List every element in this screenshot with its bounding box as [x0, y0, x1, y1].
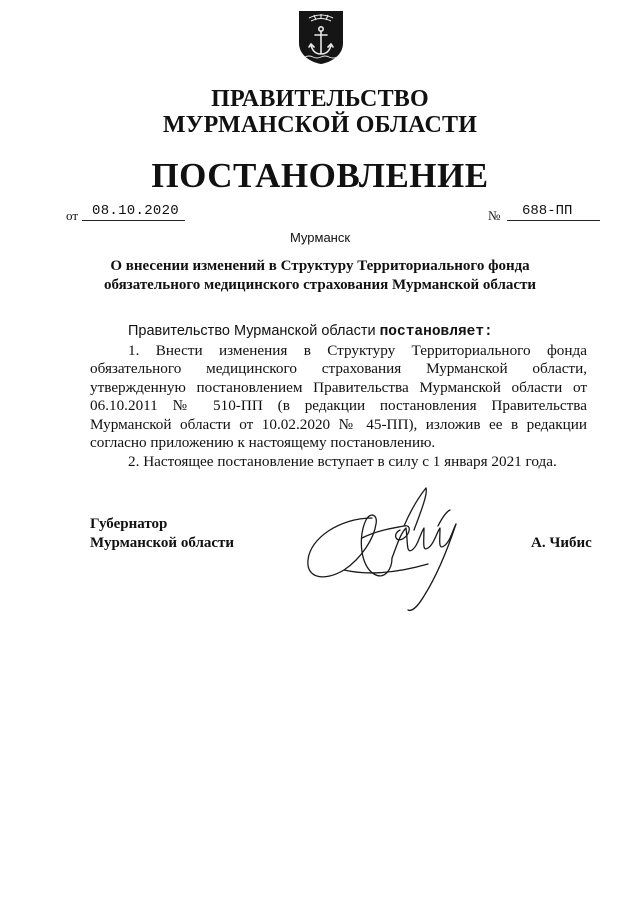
- document-body: [90, 322, 587, 471]
- signatory-title-line2: Мурманской области: [90, 535, 235, 551]
- signature-icon: [300, 478, 475, 618]
- signatory-title: [90, 515, 234, 553]
- number-label: №: [488, 208, 501, 223]
- coat-of-arms-icon: [297, 9, 345, 65]
- government-name-line2: МУРМАНСКОЙ ОБЛАСТИ: [162, 112, 478, 138]
- signatory-title-line1: Губернатор: [90, 516, 168, 532]
- item-2-paragraph: 2. Настоящее постановление вступает в силу с 1 января 2021 года.: [128, 452, 557, 470]
- signatory-name: А. Чибис: [531, 535, 592, 551]
- item-1-paragraph: 1. Внести изменения в Структуру Территориального фонда обязательного медицинского страхования Мурманской области, утвержденную постановлением Правительства Мурманской области от 06.10.2011 № 510-ПП (в редакции постановления Правительства Мурманской области от 10.02.2020 № 45-ПП), изложив ее в редакции согласно приложению к настоящему постановлению.: [90, 341, 587, 451]
- subject-line2: обязательного медицинского страхования Мурманской области: [103, 277, 537, 293]
- government-name-line1: ПРАВИТЕЛЬСТВО: [211, 86, 429, 112]
- intro-paragraph: [90, 322, 587, 342]
- document-date: 08.10.2020: [92, 203, 180, 219]
- document-type-title: ПОСТАНОВЛЕНИЕ: [151, 156, 489, 195]
- intro-text: Правительство Мурманской области: [128, 323, 380, 339]
- subject-line1: О внесении изменений в Структуру Территориального фонда: [110, 258, 530, 274]
- document-number: 688-ПП: [522, 203, 573, 219]
- document-subject: [80, 257, 560, 295]
- city-name: Мурманск: [289, 230, 351, 245]
- date-label: от: [66, 208, 79, 223]
- intro-keyword: постановляет:: [379, 324, 493, 340]
